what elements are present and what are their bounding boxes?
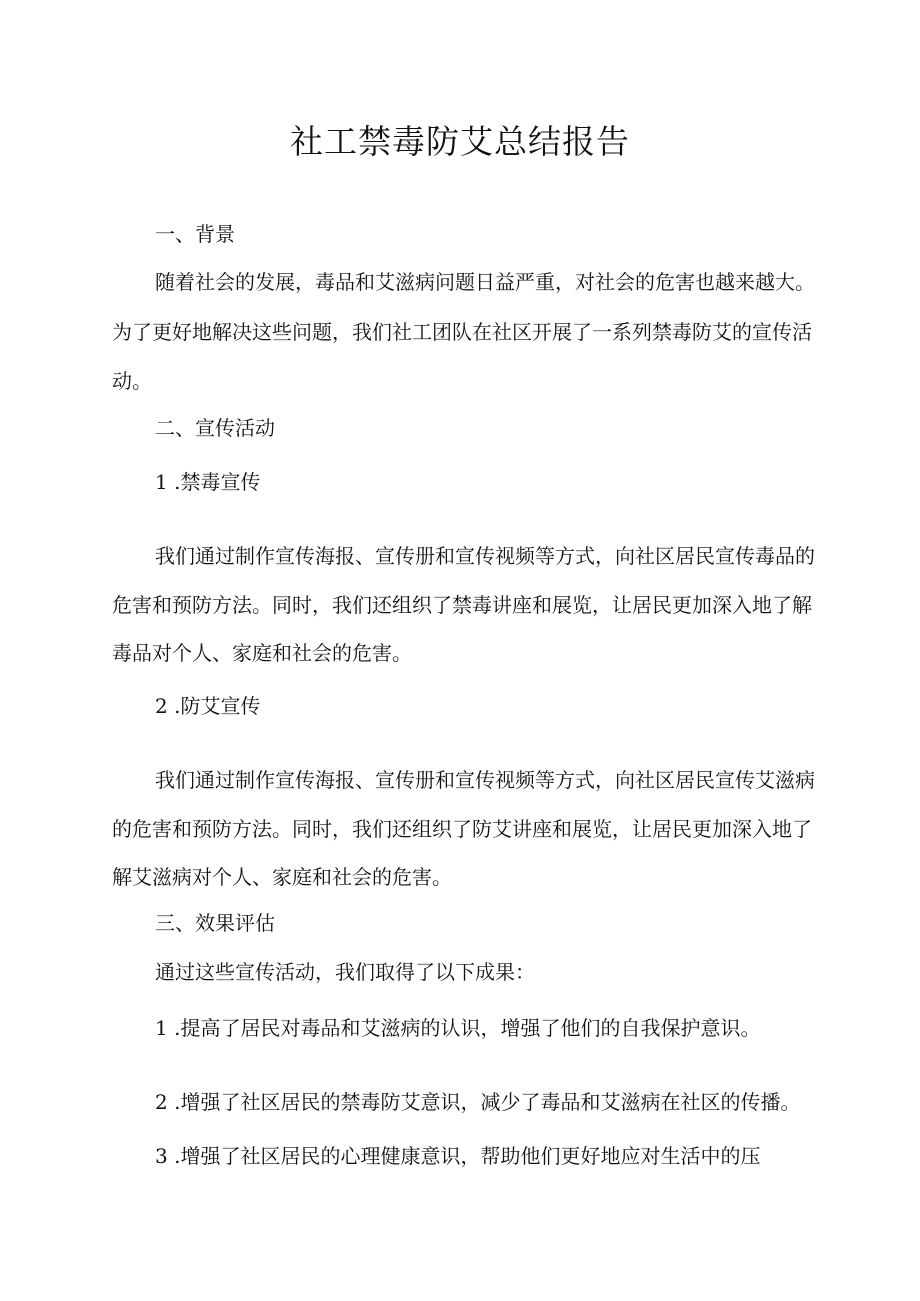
subsection-heading-anti-drug: 1 .禁毒宣传 [155,470,261,494]
paragraph-line: 解艾滋病对个人、家庭和社会的危害。 [112,865,452,889]
document-title: 社工禁毒防艾总结报告 [290,122,630,161]
result-item: 2 .增强了社区居民的禁毒防艾意识，减少了毒品和艾滋病在社区的传播。 [155,1090,801,1114]
paragraph-line: 动。 [112,369,152,393]
paragraph-line: 危害和预防方法。同时，我们还组织了禁毒讲座和展览，让居民更加深入地了解 [112,593,812,617]
paragraph-line: 为了更好地解决这些问题，我们社工团队在社区开展了一系列禁毒防艾的宣传活 [112,320,812,344]
section-heading-evaluation: 三、效果评估 [155,911,275,935]
result-item: 3 .增强了社区居民的心理健康意识，帮助他们更好地应对生活中的压 [155,1144,761,1168]
paragraph-line: 随着社会的发展，毒品和艾滋病问题日益严重，对社会的危害也越来越大。 [155,270,815,294]
section-heading-activities: 二、宣传活动 [155,416,275,440]
paragraph-line: 毒品对个人、家庭和社会的危害。 [112,641,412,665]
paragraph-line: 通过这些宣传活动，我们取得了以下成果： [155,960,535,984]
result-item: 1 .提高了居民对毒品和艾滋病的认识，增强了他们的自我保护意识。 [155,1016,761,1040]
subsection-heading-anti-aids: 2 .防艾宣传 [155,694,261,718]
paragraph-line: 我们通过制作宣传海报、宣传册和宣传视频等方式，向社区居民宣传毒品的 [155,544,815,568]
paragraph-line: 我们通过制作宣传海报、宣传册和宣传视频等方式，向社区居民宣传艾滋病 [155,768,815,792]
paragraph-line: 的危害和预防方法。同时，我们还组织了防艾讲座和展览，让居民更加深入地了 [112,817,812,841]
section-heading-background: 一、背景 [155,222,235,246]
